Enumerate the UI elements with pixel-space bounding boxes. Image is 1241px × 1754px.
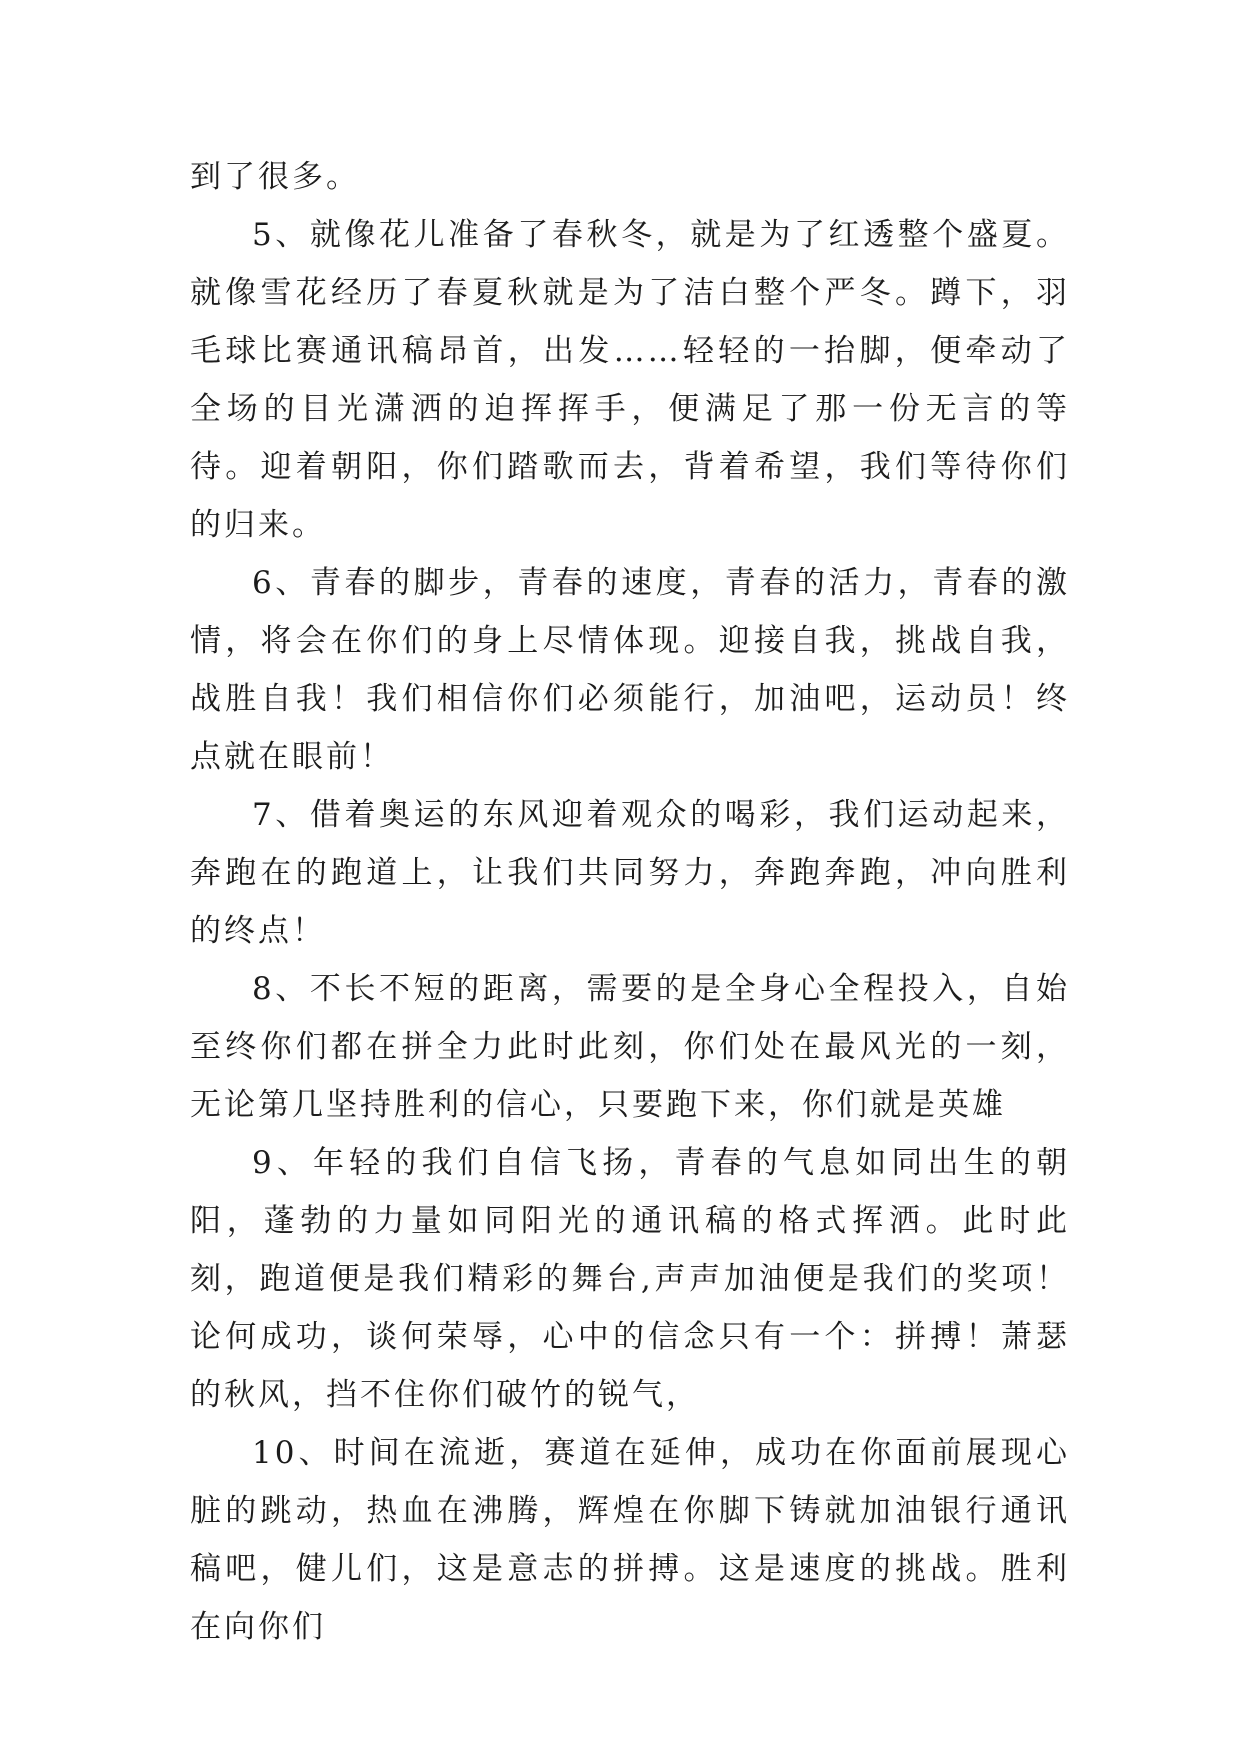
paragraph-item-5: 5、就像花儿准备了春秋冬，就是为了红透整个盛夏。就像雪花经历了春夏秋就是为了洁白整个严冬。蹲下，羽毛球比赛通讯稿昂首，出发……轻轻的一抬脚，便牵动了全场的目光潇洒的迫挥挥手，便满足了那一份无言的等待。迎着朝阳，你们踏歌而去，背着希望，我们等待你们的归来。 — [190, 217, 1070, 543]
paragraph-item-6: 6、青春的脚步，青春的速度，青春的活力，青春的激情，将会在你们的身上尽情体现。迎接自我，挑战自我，战胜自我！我们相信你们必须能行，加油吧，运动员！终点就在眼前！ — [190, 565, 1070, 775]
paragraph-item-10: 10、时间在流逝，赛道在延伸，成功在你面前展现心脏的跳动，热血在沸腾，辉煌在你脚下铸就加油银行通讯稿吧，健儿们，这是意志的拼搏。这是速度的挑战。胜利在向你们 — [190, 1435, 1070, 1645]
document-body — [190, 148, 1070, 1656]
paragraph-item-7: 7、借着奥运的东风迎着观众的喝彩，我们运动起来，奔跑在的跑道上，让我们共同努力，奔跑奔跑，冲向胜利的终点！ — [190, 797, 1070, 949]
paragraph-item-9: 9、年轻的我们自信飞扬，青春的气息如同出生的朝阳，蓬勃的力量如同阳光的通讯稿的格式挥洒。此时此刻，跑道便是我们精彩的舞台,声声加油便是我们的奖项！论何成功，谈何荣辱，心中的信念只有一个：拼搏！萧瑟的秋风，挡不住你们破竹的锐气， — [190, 1145, 1070, 1413]
paragraph-item-8: 8、不长不短的距离，需要的是全身心全程投入，自始至终你们都在拼全力此时此刻，你们处在最风光的一刻，无论第几坚持胜利的信心，只要跑下来，你们就是英雄 — [190, 971, 1070, 1123]
paragraph-continuation: 到了很多。 — [190, 159, 360, 195]
